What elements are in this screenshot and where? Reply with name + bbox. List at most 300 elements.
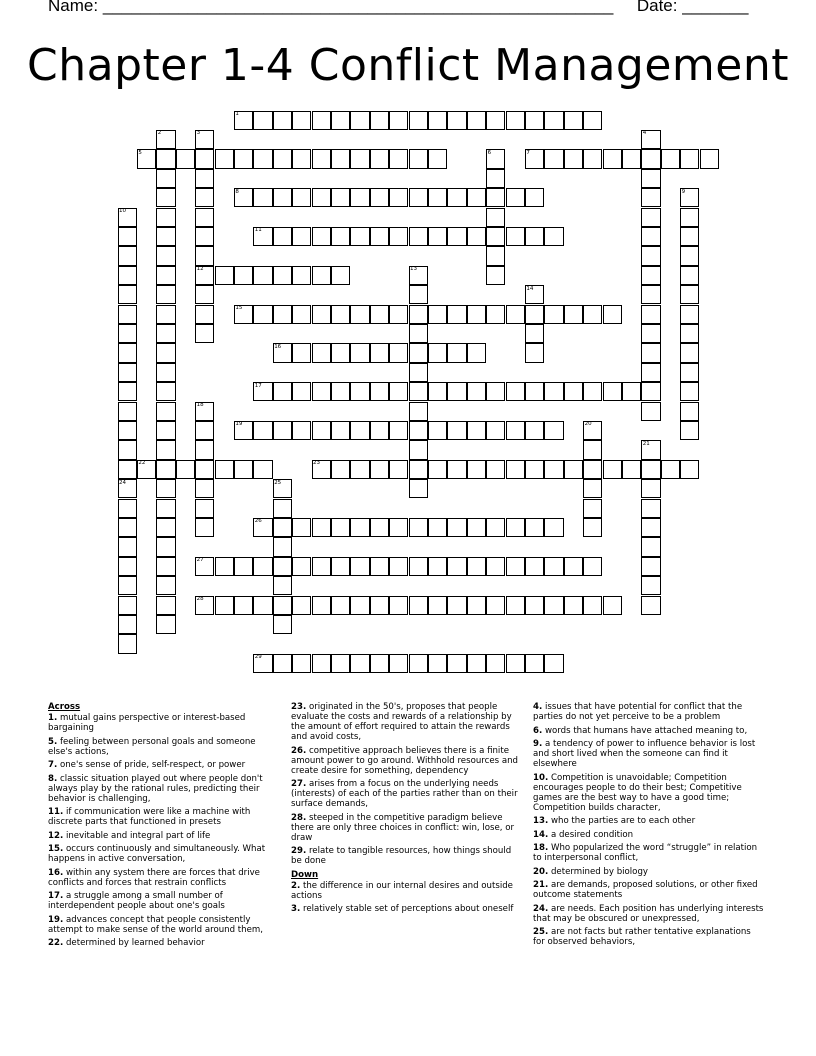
grid-cell[interactable]	[486, 518, 505, 537]
grid-cell[interactable]	[195, 460, 214, 479]
grid-cell[interactable]	[273, 149, 292, 168]
grid-cell[interactable]	[486, 382, 505, 401]
grid-cell[interactable]	[544, 111, 563, 130]
grid-cell[interactable]	[409, 557, 428, 576]
grid-cell[interactable]	[680, 208, 699, 227]
grid-cell[interactable]	[680, 149, 699, 168]
grid-cell[interactable]	[273, 499, 292, 518]
grid-cell[interactable]	[486, 227, 505, 246]
grid-cell[interactable]	[622, 149, 641, 168]
grid-cell[interactable]	[292, 557, 311, 576]
grid-cell[interactable]	[641, 149, 660, 168]
grid-cell[interactable]	[486, 246, 505, 265]
grid-cell[interactable]	[156, 615, 175, 634]
grid-cell[interactable]	[428, 421, 447, 440]
grid-cell[interactable]	[292, 596, 311, 615]
grid-cell[interactable]	[486, 266, 505, 285]
grid-cell[interactable]	[215, 596, 234, 615]
grid-cell[interactable]	[428, 188, 447, 207]
grid-cell[interactable]	[118, 518, 137, 537]
grid-cell[interactable]	[467, 518, 486, 537]
grid-cell[interactable]	[156, 363, 175, 382]
grid-cell[interactable]	[118, 305, 137, 324]
grid-cell[interactable]	[641, 518, 660, 537]
grid-cell[interactable]	[118, 343, 137, 362]
grid-cell[interactable]	[312, 149, 331, 168]
grid-cell[interactable]	[292, 188, 311, 207]
grid-cell[interactable]	[583, 479, 602, 498]
grid-cell[interactable]	[641, 266, 660, 285]
grid-cell[interactable]	[506, 596, 525, 615]
grid-cell[interactable]	[389, 654, 408, 673]
grid-cell[interactable]	[273, 111, 292, 130]
grid-cell[interactable]	[641, 557, 660, 576]
grid-cell[interactable]	[486, 208, 505, 227]
grid-cell[interactable]	[312, 654, 331, 673]
grid-cell[interactable]	[389, 188, 408, 207]
grid-cell[interactable]	[603, 149, 622, 168]
grid-cell[interactable]	[312, 266, 331, 285]
grid-cell[interactable]	[195, 246, 214, 265]
grid-cell[interactable]	[409, 149, 428, 168]
grid-cell[interactable]	[118, 421, 137, 440]
grid-cell[interactable]	[331, 382, 350, 401]
grid-cell[interactable]	[292, 382, 311, 401]
grid-cell[interactable]	[195, 169, 214, 188]
grid-cell[interactable]	[467, 557, 486, 576]
grid-cell[interactable]	[215, 460, 234, 479]
grid-cell[interactable]	[234, 557, 253, 576]
grid-cell[interactable]	[428, 382, 447, 401]
grid-cell[interactable]	[156, 460, 175, 479]
grid-cell[interactable]	[156, 305, 175, 324]
grid-cell[interactable]	[544, 382, 563, 401]
grid-cell[interactable]	[506, 227, 525, 246]
grid-cell[interactable]	[118, 227, 137, 246]
grid-cell[interactable]	[467, 111, 486, 130]
grid-cell[interactable]	[118, 615, 137, 634]
grid-cell[interactable]	[331, 654, 350, 673]
grid-cell[interactable]	[641, 479, 660, 498]
grid-cell[interactable]	[389, 460, 408, 479]
grid-cell[interactable]	[215, 557, 234, 576]
grid-cell[interactable]	[428, 654, 447, 673]
grid-cell[interactable]	[350, 460, 369, 479]
grid-cell[interactable]	[447, 305, 466, 324]
grid-cell[interactable]	[253, 557, 272, 576]
grid-cell[interactable]	[156, 402, 175, 421]
grid-cell[interactable]	[409, 227, 428, 246]
grid-cell[interactable]	[118, 576, 137, 595]
grid-cell[interactable]	[544, 518, 563, 537]
grid-cell[interactable]	[544, 305, 563, 324]
grid-cell[interactable]	[292, 305, 311, 324]
grid-cell[interactable]	[583, 111, 602, 130]
grid-cell[interactable]	[447, 343, 466, 362]
grid-cell[interactable]	[583, 149, 602, 168]
grid-cell[interactable]	[506, 188, 525, 207]
grid-cell[interactable]	[409, 363, 428, 382]
grid-cell[interactable]	[273, 421, 292, 440]
grid-cell[interactable]	[312, 382, 331, 401]
grid-cell[interactable]	[564, 557, 583, 576]
grid-cell[interactable]	[273, 615, 292, 634]
grid-cell[interactable]	[409, 402, 428, 421]
grid-cell[interactable]	[156, 576, 175, 595]
grid-cell[interactable]	[389, 149, 408, 168]
grid-cell[interactable]	[156, 149, 175, 168]
grid-cell[interactable]	[525, 382, 544, 401]
grid-cell[interactable]	[680, 460, 699, 479]
grid-cell[interactable]	[312, 421, 331, 440]
grid-cell[interactable]	[447, 111, 466, 130]
grid-cell[interactable]	[292, 518, 311, 537]
grid-cell[interactable]	[486, 654, 505, 673]
grid-cell[interactable]	[428, 460, 447, 479]
grid-cell[interactable]	[583, 382, 602, 401]
grid-cell[interactable]	[156, 343, 175, 362]
grid-cell[interactable]	[641, 537, 660, 556]
grid-cell[interactable]	[273, 518, 292, 537]
grid-cell[interactable]	[506, 460, 525, 479]
grid-cell[interactable]	[544, 149, 563, 168]
grid-cell[interactable]	[156, 208, 175, 227]
grid-cell[interactable]	[525, 324, 544, 343]
grid-cell[interactable]	[641, 188, 660, 207]
grid-cell[interactable]	[331, 111, 350, 130]
grid-cell[interactable]	[389, 596, 408, 615]
grid-cell[interactable]	[525, 557, 544, 576]
grid-cell[interactable]	[234, 149, 253, 168]
grid-cell[interactable]	[350, 111, 369, 130]
grid-cell[interactable]	[195, 479, 214, 498]
grid-cell[interactable]	[428, 518, 447, 537]
grid-cell[interactable]	[156, 324, 175, 343]
grid-cell[interactable]	[253, 460, 272, 479]
grid-cell[interactable]	[118, 382, 137, 401]
grid-cell[interactable]	[312, 596, 331, 615]
grid-cell[interactable]	[253, 188, 272, 207]
grid-cell[interactable]	[700, 149, 719, 168]
grid-cell[interactable]	[641, 402, 660, 421]
grid-cell[interactable]	[447, 227, 466, 246]
grid-cell[interactable]	[118, 634, 137, 653]
grid-cell[interactable]	[544, 227, 563, 246]
grid-cell[interactable]	[331, 421, 350, 440]
grid-cell[interactable]	[622, 382, 641, 401]
grid-cell[interactable]	[641, 460, 660, 479]
grid-cell[interactable]	[292, 343, 311, 362]
grid-cell[interactable]	[273, 305, 292, 324]
grid-cell[interactable]	[156, 421, 175, 440]
grid-cell[interactable]	[428, 557, 447, 576]
grid-cell[interactable]	[370, 596, 389, 615]
grid-cell[interactable]	[680, 324, 699, 343]
grid-cell[interactable]	[273, 576, 292, 595]
grid-cell[interactable]	[176, 149, 195, 168]
grid-cell[interactable]	[156, 169, 175, 188]
grid-cell[interactable]	[641, 305, 660, 324]
grid-cell[interactable]	[253, 305, 272, 324]
grid-cell[interactable]	[292, 266, 311, 285]
grid-cell[interactable]	[215, 149, 234, 168]
grid-cell[interactable]	[312, 557, 331, 576]
grid-cell[interactable]	[525, 305, 544, 324]
grid-cell[interactable]	[370, 557, 389, 576]
grid-cell[interactable]	[118, 440, 137, 459]
grid-cell[interactable]	[680, 305, 699, 324]
grid-cell[interactable]	[447, 460, 466, 479]
grid-cell[interactable]	[467, 654, 486, 673]
grid-cell[interactable]	[409, 460, 428, 479]
grid-cell[interactable]	[156, 440, 175, 459]
grid-cell[interactable]	[409, 111, 428, 130]
grid-cell[interactable]	[118, 266, 137, 285]
grid-cell[interactable]	[680, 402, 699, 421]
grid-cell[interactable]	[447, 421, 466, 440]
grid-cell[interactable]	[467, 460, 486, 479]
grid-cell[interactable]	[389, 305, 408, 324]
grid-cell[interactable]	[118, 596, 137, 615]
grid-cell[interactable]	[389, 382, 408, 401]
grid-cell[interactable]	[467, 227, 486, 246]
grid-cell[interactable]	[603, 382, 622, 401]
grid-cell[interactable]	[331, 557, 350, 576]
grid-cell[interactable]	[525, 421, 544, 440]
grid-cell[interactable]	[680, 382, 699, 401]
grid-cell[interactable]	[641, 169, 660, 188]
grid-cell[interactable]	[156, 557, 175, 576]
grid-cell[interactable]	[583, 440, 602, 459]
grid-cell[interactable]	[525, 227, 544, 246]
grid-cell[interactable]	[583, 518, 602, 537]
grid-cell[interactable]	[409, 479, 428, 498]
grid-cell[interactable]	[641, 285, 660, 304]
grid-cell[interactable]	[428, 596, 447, 615]
grid-cell[interactable]	[331, 188, 350, 207]
grid-cell[interactable]	[564, 382, 583, 401]
grid-cell[interactable]	[409, 305, 428, 324]
grid-cell[interactable]	[409, 343, 428, 362]
grid-cell[interactable]	[486, 557, 505, 576]
grid-cell[interactable]	[331, 518, 350, 537]
grid-cell[interactable]	[331, 460, 350, 479]
grid-cell[interactable]	[195, 421, 214, 440]
grid-cell[interactable]	[273, 654, 292, 673]
grid-cell[interactable]	[118, 363, 137, 382]
grid-cell[interactable]	[506, 654, 525, 673]
grid-cell[interactable]	[641, 246, 660, 265]
grid-cell[interactable]	[350, 305, 369, 324]
grid-cell[interactable]	[273, 188, 292, 207]
grid-cell[interactable]	[467, 188, 486, 207]
grid-cell[interactable]	[156, 537, 175, 556]
grid-cell[interactable]	[486, 111, 505, 130]
grid-cell[interactable]	[564, 149, 583, 168]
grid-cell[interactable]	[661, 460, 680, 479]
grid-cell[interactable]	[389, 421, 408, 440]
grid-cell[interactable]	[253, 266, 272, 285]
grid-cell[interactable]	[680, 363, 699, 382]
grid-cell[interactable]	[370, 188, 389, 207]
grid-cell[interactable]	[350, 149, 369, 168]
grid-cell[interactable]	[680, 227, 699, 246]
grid-cell[interactable]	[156, 188, 175, 207]
grid-cell[interactable]	[525, 188, 544, 207]
grid-cell[interactable]	[273, 227, 292, 246]
grid-cell[interactable]	[195, 518, 214, 537]
grid-cell[interactable]	[583, 557, 602, 576]
grid-cell[interactable]	[195, 188, 214, 207]
grid-cell[interactable]	[486, 169, 505, 188]
grid-cell[interactable]	[234, 460, 253, 479]
grid-cell[interactable]	[409, 518, 428, 537]
grid-cell[interactable]	[312, 305, 331, 324]
grid-cell[interactable]	[486, 421, 505, 440]
grid-cell[interactable]	[583, 596, 602, 615]
grid-cell[interactable]	[564, 305, 583, 324]
grid-cell[interactable]	[156, 596, 175, 615]
grid-cell[interactable]	[467, 382, 486, 401]
grid-cell[interactable]	[603, 596, 622, 615]
grid-cell[interactable]	[583, 305, 602, 324]
grid-cell[interactable]	[156, 518, 175, 537]
grid-cell[interactable]	[544, 654, 563, 673]
grid-cell[interactable]	[506, 421, 525, 440]
grid-cell[interactable]	[331, 149, 350, 168]
grid-cell[interactable]	[409, 324, 428, 343]
grid-cell[interactable]	[118, 246, 137, 265]
grid-cell[interactable]	[118, 460, 137, 479]
grid-cell[interactable]	[176, 460, 195, 479]
grid-cell[interactable]	[525, 518, 544, 537]
grid-cell[interactable]	[544, 596, 563, 615]
grid-cell[interactable]	[331, 227, 350, 246]
grid-cell[interactable]	[156, 499, 175, 518]
grid-cell[interactable]	[253, 149, 272, 168]
grid-cell[interactable]	[118, 557, 137, 576]
grid-cell[interactable]	[370, 518, 389, 537]
grid-cell[interactable]	[350, 227, 369, 246]
grid-cell[interactable]	[409, 421, 428, 440]
grid-cell[interactable]	[680, 266, 699, 285]
grid-cell[interactable]	[641, 208, 660, 227]
grid-cell[interactable]	[641, 596, 660, 615]
grid-cell[interactable]	[641, 343, 660, 362]
grid-cell[interactable]	[234, 266, 253, 285]
grid-cell[interactable]	[312, 111, 331, 130]
grid-cell[interactable]	[370, 343, 389, 362]
grid-cell[interactable]	[641, 382, 660, 401]
grid-cell[interactable]	[350, 382, 369, 401]
grid-cell[interactable]	[370, 305, 389, 324]
grid-cell[interactable]	[428, 111, 447, 130]
grid-cell[interactable]	[156, 246, 175, 265]
grid-cell[interactable]	[583, 499, 602, 518]
grid-cell[interactable]	[370, 227, 389, 246]
grid-cell[interactable]	[428, 149, 447, 168]
grid-cell[interactable]	[641, 499, 660, 518]
grid-cell[interactable]	[467, 343, 486, 362]
grid-cell[interactable]	[370, 382, 389, 401]
grid-cell[interactable]	[195, 227, 214, 246]
grid-cell[interactable]	[234, 596, 253, 615]
grid-cell[interactable]	[118, 402, 137, 421]
grid-cell[interactable]	[525, 343, 544, 362]
grid-cell[interactable]	[350, 343, 369, 362]
grid-cell[interactable]	[409, 285, 428, 304]
grid-cell[interactable]	[350, 596, 369, 615]
grid-cell[interactable]	[156, 285, 175, 304]
grid-cell[interactable]	[118, 285, 137, 304]
grid-cell[interactable]	[680, 421, 699, 440]
grid-cell[interactable]	[447, 557, 466, 576]
grid-cell[interactable]	[292, 111, 311, 130]
grid-cell[interactable]	[467, 421, 486, 440]
grid-cell[interactable]	[370, 149, 389, 168]
grid-cell[interactable]	[641, 363, 660, 382]
grid-cell[interactable]	[486, 188, 505, 207]
grid-cell[interactable]	[641, 227, 660, 246]
grid-cell[interactable]	[370, 421, 389, 440]
grid-cell[interactable]	[195, 440, 214, 459]
name-blank[interactable]: ______________________________________________________	[102, 0, 614, 15]
grid-cell[interactable]	[312, 343, 331, 362]
grid-cell[interactable]	[641, 576, 660, 595]
grid-cell[interactable]	[118, 499, 137, 518]
grid-cell[interactable]	[273, 382, 292, 401]
grid-cell[interactable]	[661, 149, 680, 168]
grid-cell[interactable]	[312, 188, 331, 207]
grid-cell[interactable]	[156, 479, 175, 498]
grid-cell[interactable]	[544, 460, 563, 479]
grid-cell[interactable]	[292, 654, 311, 673]
grid-cell[interactable]	[156, 382, 175, 401]
grid-cell[interactable]	[370, 654, 389, 673]
date-blank[interactable]: _______	[682, 0, 749, 15]
grid-cell[interactable]	[603, 305, 622, 324]
grid-cell[interactable]	[506, 111, 525, 130]
grid-cell[interactable]	[292, 227, 311, 246]
grid-cell[interactable]	[506, 305, 525, 324]
grid-cell[interactable]	[389, 557, 408, 576]
grid-cell[interactable]	[467, 305, 486, 324]
grid-cell[interactable]	[409, 596, 428, 615]
grid-cell[interactable]	[292, 421, 311, 440]
grid-cell[interactable]	[273, 557, 292, 576]
grid-cell[interactable]	[428, 305, 447, 324]
grid-cell[interactable]	[409, 440, 428, 459]
grid-cell[interactable]	[467, 596, 486, 615]
grid-cell[interactable]	[486, 596, 505, 615]
grid-cell[interactable]	[350, 188, 369, 207]
grid-cell[interactable]	[195, 149, 214, 168]
grid-cell[interactable]	[389, 227, 408, 246]
grid-cell[interactable]	[486, 305, 505, 324]
grid-cell[interactable]	[622, 460, 641, 479]
grid-cell[interactable]	[253, 596, 272, 615]
grid-cell[interactable]	[312, 227, 331, 246]
grid-cell[interactable]	[331, 305, 350, 324]
grid-cell[interactable]	[118, 324, 137, 343]
grid-cell[interactable]	[370, 111, 389, 130]
grid-cell[interactable]	[583, 460, 602, 479]
grid-cell[interactable]	[156, 227, 175, 246]
grid-cell[interactable]	[389, 111, 408, 130]
grid-cell[interactable]	[195, 208, 214, 227]
grid-cell[interactable]	[428, 343, 447, 362]
grid-cell[interactable]	[389, 343, 408, 362]
